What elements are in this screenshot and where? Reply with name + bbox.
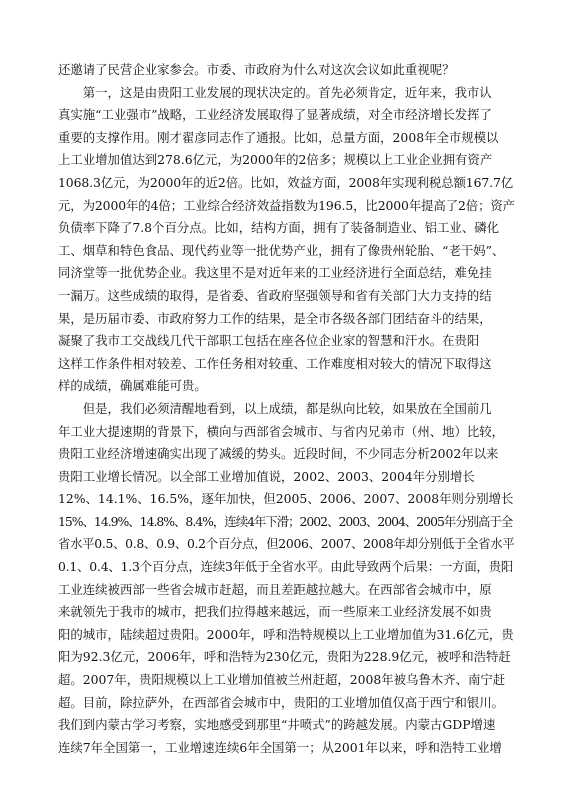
text-line: 真实施“工业强市”战略，工业经济发展取得了显著成绩，对全市经济增长发挥了 xyxy=(58,107,492,123)
text-line: 0.1、0.4、1.3个百分点，连续3年低于全省水平。由此导致两个后果：一方面，贵阳 xyxy=(58,559,514,575)
text-line: 年工业大提速期的背景下，横向与西部省会城市、与省内兄弟市（州、地）比较， xyxy=(58,423,505,439)
text-line: 工业连续被西部一些省会城市赶超，而且差距越拉越大。在西部省会城市中，原 xyxy=(58,581,492,597)
text-line: 阳的城市，陆续超过贵阳。2000年，呼和浩特规模以上工业增加值为31.6亿元，贵 xyxy=(58,626,514,642)
body-text xyxy=(58,59,515,759)
text-line: 样的成绩，确属难能可贵。 xyxy=(58,378,207,394)
text-line: 上工业增加值达到278.6亿元，为2000年的2倍多；规模以上工业企业拥有资产 xyxy=(58,152,493,168)
text-line: 这样工作条件相对较差、工作任务相对较重、工作难度相对较大的情况下取得这 xyxy=(58,355,492,371)
text-line: 果，是历届市委、市政府努力工作的结果，是全市各级各部门团结奋斗的结果， xyxy=(58,310,492,326)
text-line: 省水平0.5、0.8、0.9、0.2个百分点，但2006、2007、2008年却分别低于全省水平 xyxy=(58,536,515,552)
text-line: 超。2007年，贵阳规模以上工业增加值被兰州赶超，2008年被乌鲁木齐、南宁赶 xyxy=(58,672,506,688)
text-line: 来就领先于我市的城市，把我们拉得越来越远，而一些原来工业经济发展不如贵 xyxy=(58,604,492,620)
text-line: 凝聚了我市工交战线几代干部职工包括在座各位企业家的智慧和汗水。在贵阳 xyxy=(58,333,480,349)
text-line: 负债率下降了7.8个百分点。比如，结构方面，拥有了装备制造业、铝工业、磷化 xyxy=(58,220,499,236)
text-line: 15%、14.9%、14.8%、8.4%，连续4年下滑；2002、2003、2004、2005年分别高于全 xyxy=(58,513,513,529)
text-line: 连续7年全国第一，工业增速连续6年全国第一；从2001年以来，呼和浩特工业增 xyxy=(58,739,502,755)
text-line: 贵阳工业经济增速确实出现了减缓的势头。近段时间，不少同志分析2002年以来 xyxy=(58,446,499,462)
text-line: 工、烟草和特色食品、现代药业等一批优势产业，拥有了像贵州轮胎、“老干妈”、 xyxy=(58,242,505,258)
text-line: 我们到内蒙古学习考察，实地感受到那里“井喷式”的跨越发展。内蒙古GDP增速 xyxy=(58,717,496,733)
text-line: 一漏万。这些成绩的取得，是省委、省政府坚强领导和省有关部门大力支持的结 xyxy=(58,287,492,303)
text-line: 重要的支撑作用。刚才翟彦同志作了通报。比如，总量方面，2008年全市规模以 xyxy=(58,129,499,145)
text-line: 1068.3亿元，为2000年的近2倍。比如，效益方面，2008年实现利税总额167.7亿 xyxy=(58,174,514,190)
text-line: 贵阳工业增长情况。以全部工业增加值说，2002、2003、2004年分别增长 xyxy=(58,468,475,484)
text-line: 同济堂等一批优势企业。我这里不是对近年来的工业经济进行全面总结，难免挂 xyxy=(58,265,492,281)
text-line: 阳为92.3亿元，2006年，呼和浩特为230亿元，贵阳为228.9亿元，被呼和浩特赶 xyxy=(58,649,511,665)
text-line: 12%、14.1%、16.5%，逐年加快，但2005、2006、2007、2008年则分别增长 xyxy=(58,491,514,507)
text-line: 第一，这是由贵阳工业发展的现状决定的。首先必须肯定，近年来，我市认 xyxy=(58,84,492,100)
text-line: 元，为2000年的4倍；工业综合经济效益指数为196.5，比2000年提高了2倍；资产 xyxy=(58,197,515,213)
text-line: 超。目前，除拉萨外，在西部省会城市中，贵阳的工业增加值仅高于西宁和银川。 xyxy=(58,694,505,710)
text-line: 但是，我们必须清醒地看到，以上成绩，都是纵向比较，如果放在全国前几 xyxy=(58,400,492,416)
text-line: 还邀请了民营企业家参会。市委、市政府为什么对这次会议如此重视呢？ xyxy=(58,62,455,77)
